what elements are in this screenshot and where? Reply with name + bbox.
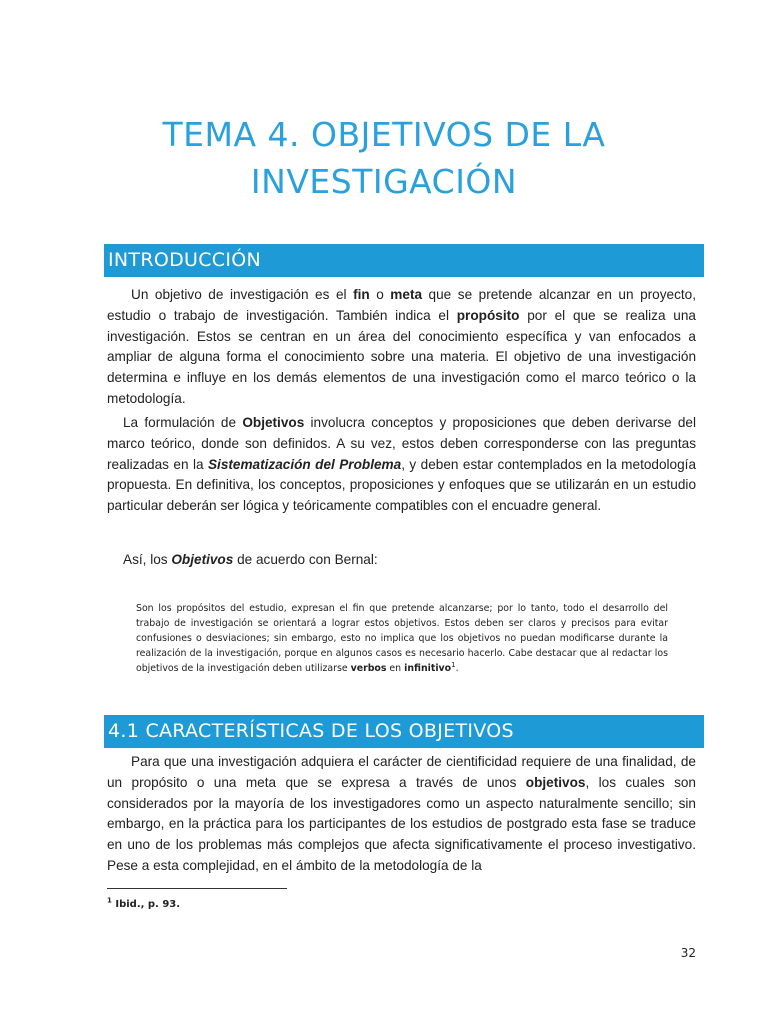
bernal-quote: Son los propósitos del estudio, expresan el fin que pretende alcanzarse; por lo tanto, todo el desarrollo del trabajo de investigación se orientará a lograr estos objetivos. Estos deben ser claros y precisos para evitar confusiones o desviaciones; sin embargo, esto no implica que los objetivos no puedan modificarse durante la realización de la investigación, porque en algunos casos es necesario hacerlo. Cabe destacar que al redactar los objetivos de la investigación deben utilizarse verbos en infinitivo$^1$. xyxy=(136,603,668,674)
page-title-line-1: TEMA 4. OBJETIVOS DE LA xyxy=(162,115,606,154)
footnote: $^1$ Ibid., p. 93. xyxy=(107,896,181,910)
section-heading-introduction: INTRODUCCIÓN xyxy=(104,244,704,277)
paragraph-characteristics: Para que una investigación adquiera el carácter de cientificidad requiere de una finalidad, de un propósito o una meta que se expresa a través de unos objetivos, los cuales son considerados por la mayoría de los investigadores como un aspecto naturalmente sencillo; sin embargo, en la práctica para los participantes de los estudios de postgrado esta fase se traduce en uno de los problemas más complejos que afecta significativamente el proceso investigativo. Pese a esta complejidad, en el ámbito de la metodología de la xyxy=(107,754,696,873)
paragraph-objectives-formulation: La formulación de Objetivos involucra conceptos y proposiciones que deben derivarse del marco teórico, donde son definidos. A su vez, estos deben corresponderse con las preguntas realizadas en la Sistematización del Problema, y deben estar contemplados en la metodología propuesta. En definitiva, los conceptos, proposiciones y enfoques que se utilizarán en un estudio particular deberán ser lógica y teóricamente compatibles con el encuadre general. xyxy=(107,415,697,514)
paragraph-introduction: Un objetivo de investigación es el fin o meta que se pretende alcanzar en un proyecto, estudio o trabajo de investigación. También indica el propósito por el que se realiza una investigación. Estos se centran en un área del conocimiento específica y van enfocados a ampliar de alguna forma el conocimiento sobre una materia. El objetivo de una investigación determina e influye en los demás elementos de una investigación como el marco teórico o la metodología. xyxy=(107,287,696,406)
page-number: 32 xyxy=(680,946,696,960)
section-heading-characteristics: 4.1 CARACTERÍSTICAS DE LOS OBJETIVOS xyxy=(104,715,704,748)
footnote-divider xyxy=(107,888,287,889)
paragraph-bernal-intro: Así, los Objetivos de acuerdo con Bernal: xyxy=(123,552,378,567)
page-title-line-2: INVESTIGACIÓN xyxy=(250,162,518,201)
